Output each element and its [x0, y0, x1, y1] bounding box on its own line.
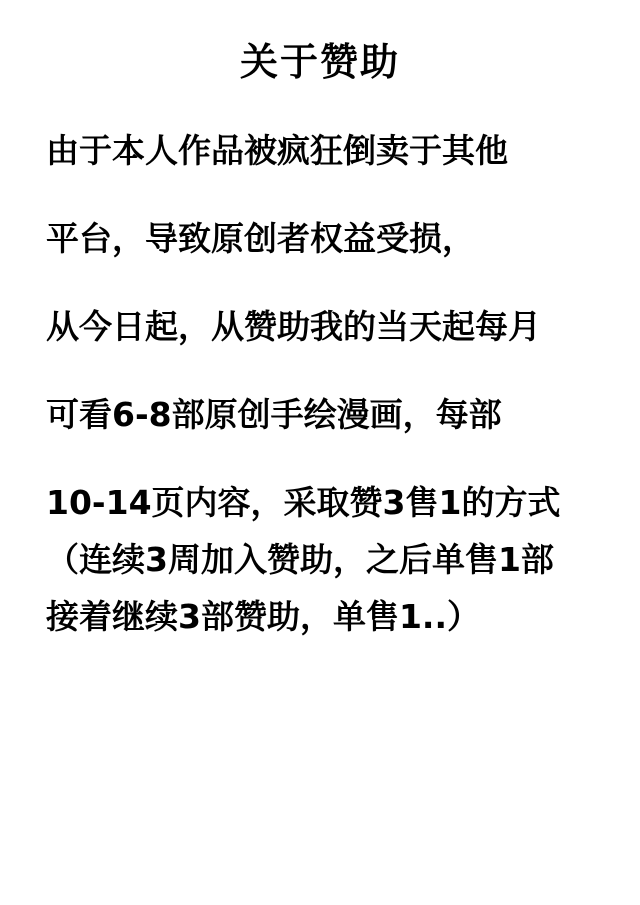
page-title: 关于赞助 — [239, 40, 400, 84]
document-body — [0, 86, 640, 636]
body-line-7: 接着继续3部赞助，单售1..） — [46, 596, 480, 636]
body-line-4: 可看6-8部原创手绘漫画，每部 — [46, 394, 502, 434]
body-line-1: 由于本人作品被疯狂倒卖于其他 — [46, 130, 508, 170]
body-line-6: （连续3周加入赞助，之后单售1部 — [46, 539, 554, 579]
body-line-2: 平台，导致原创者权益受损， — [46, 218, 475, 258]
body-line-3: 从今日起，从赞助我的当天起每月 — [46, 306, 541, 346]
body-line-5: 10-14页内容，采取赞3售1的方式 — [46, 482, 561, 522]
